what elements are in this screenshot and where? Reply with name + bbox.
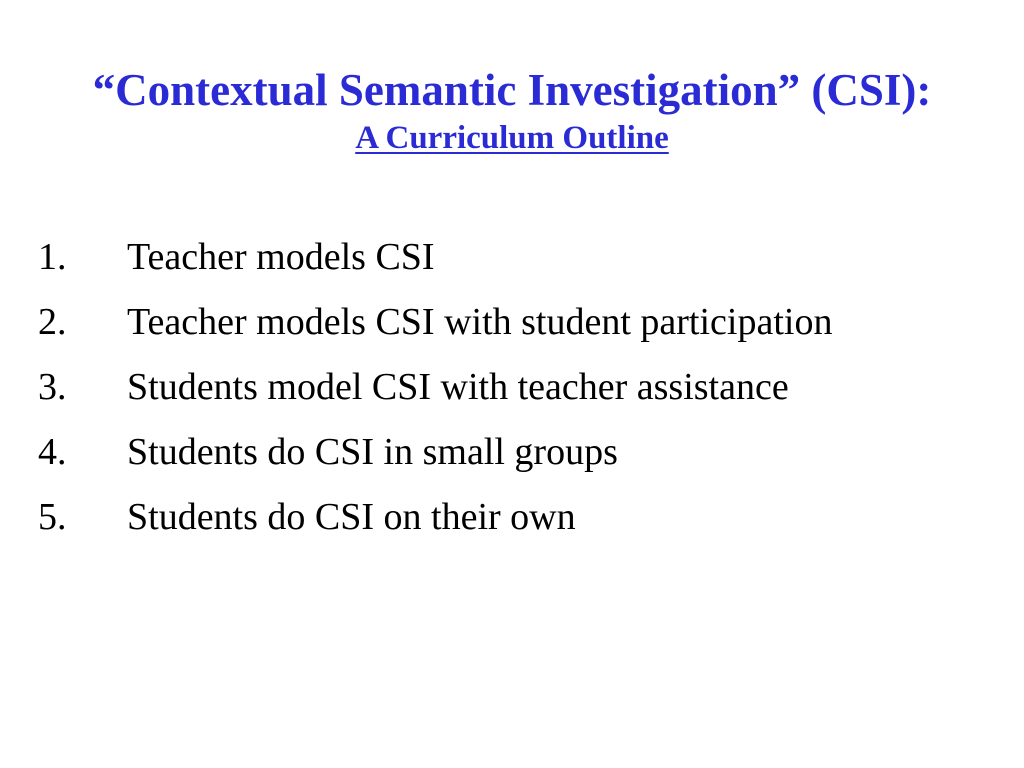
list-item-number: 5.	[38, 496, 67, 538]
list-item-number: 2.	[38, 301, 67, 343]
list-item-number: 1.	[38, 236, 67, 278]
slide-subtitle: A Curriculum Outline	[355, 120, 669, 156]
slide-title: “Contextual Semantic Investigation” (CSI):	[92, 65, 932, 115]
list-item-text: Students do CSI on their own	[127, 496, 576, 538]
list-item-text: Students do CSI in small groups	[127, 431, 618, 473]
list-item-text: Teacher models CSI with student participation	[127, 301, 833, 343]
list-item-number: 4.	[38, 431, 67, 473]
list-item-text: Teacher models CSI	[127, 236, 435, 278]
title-block	[0, 62, 1024, 158]
list-item-text: Students model CSI with teacher assistance	[127, 366, 789, 408]
list-item-number: 3.	[38, 366, 67, 408]
